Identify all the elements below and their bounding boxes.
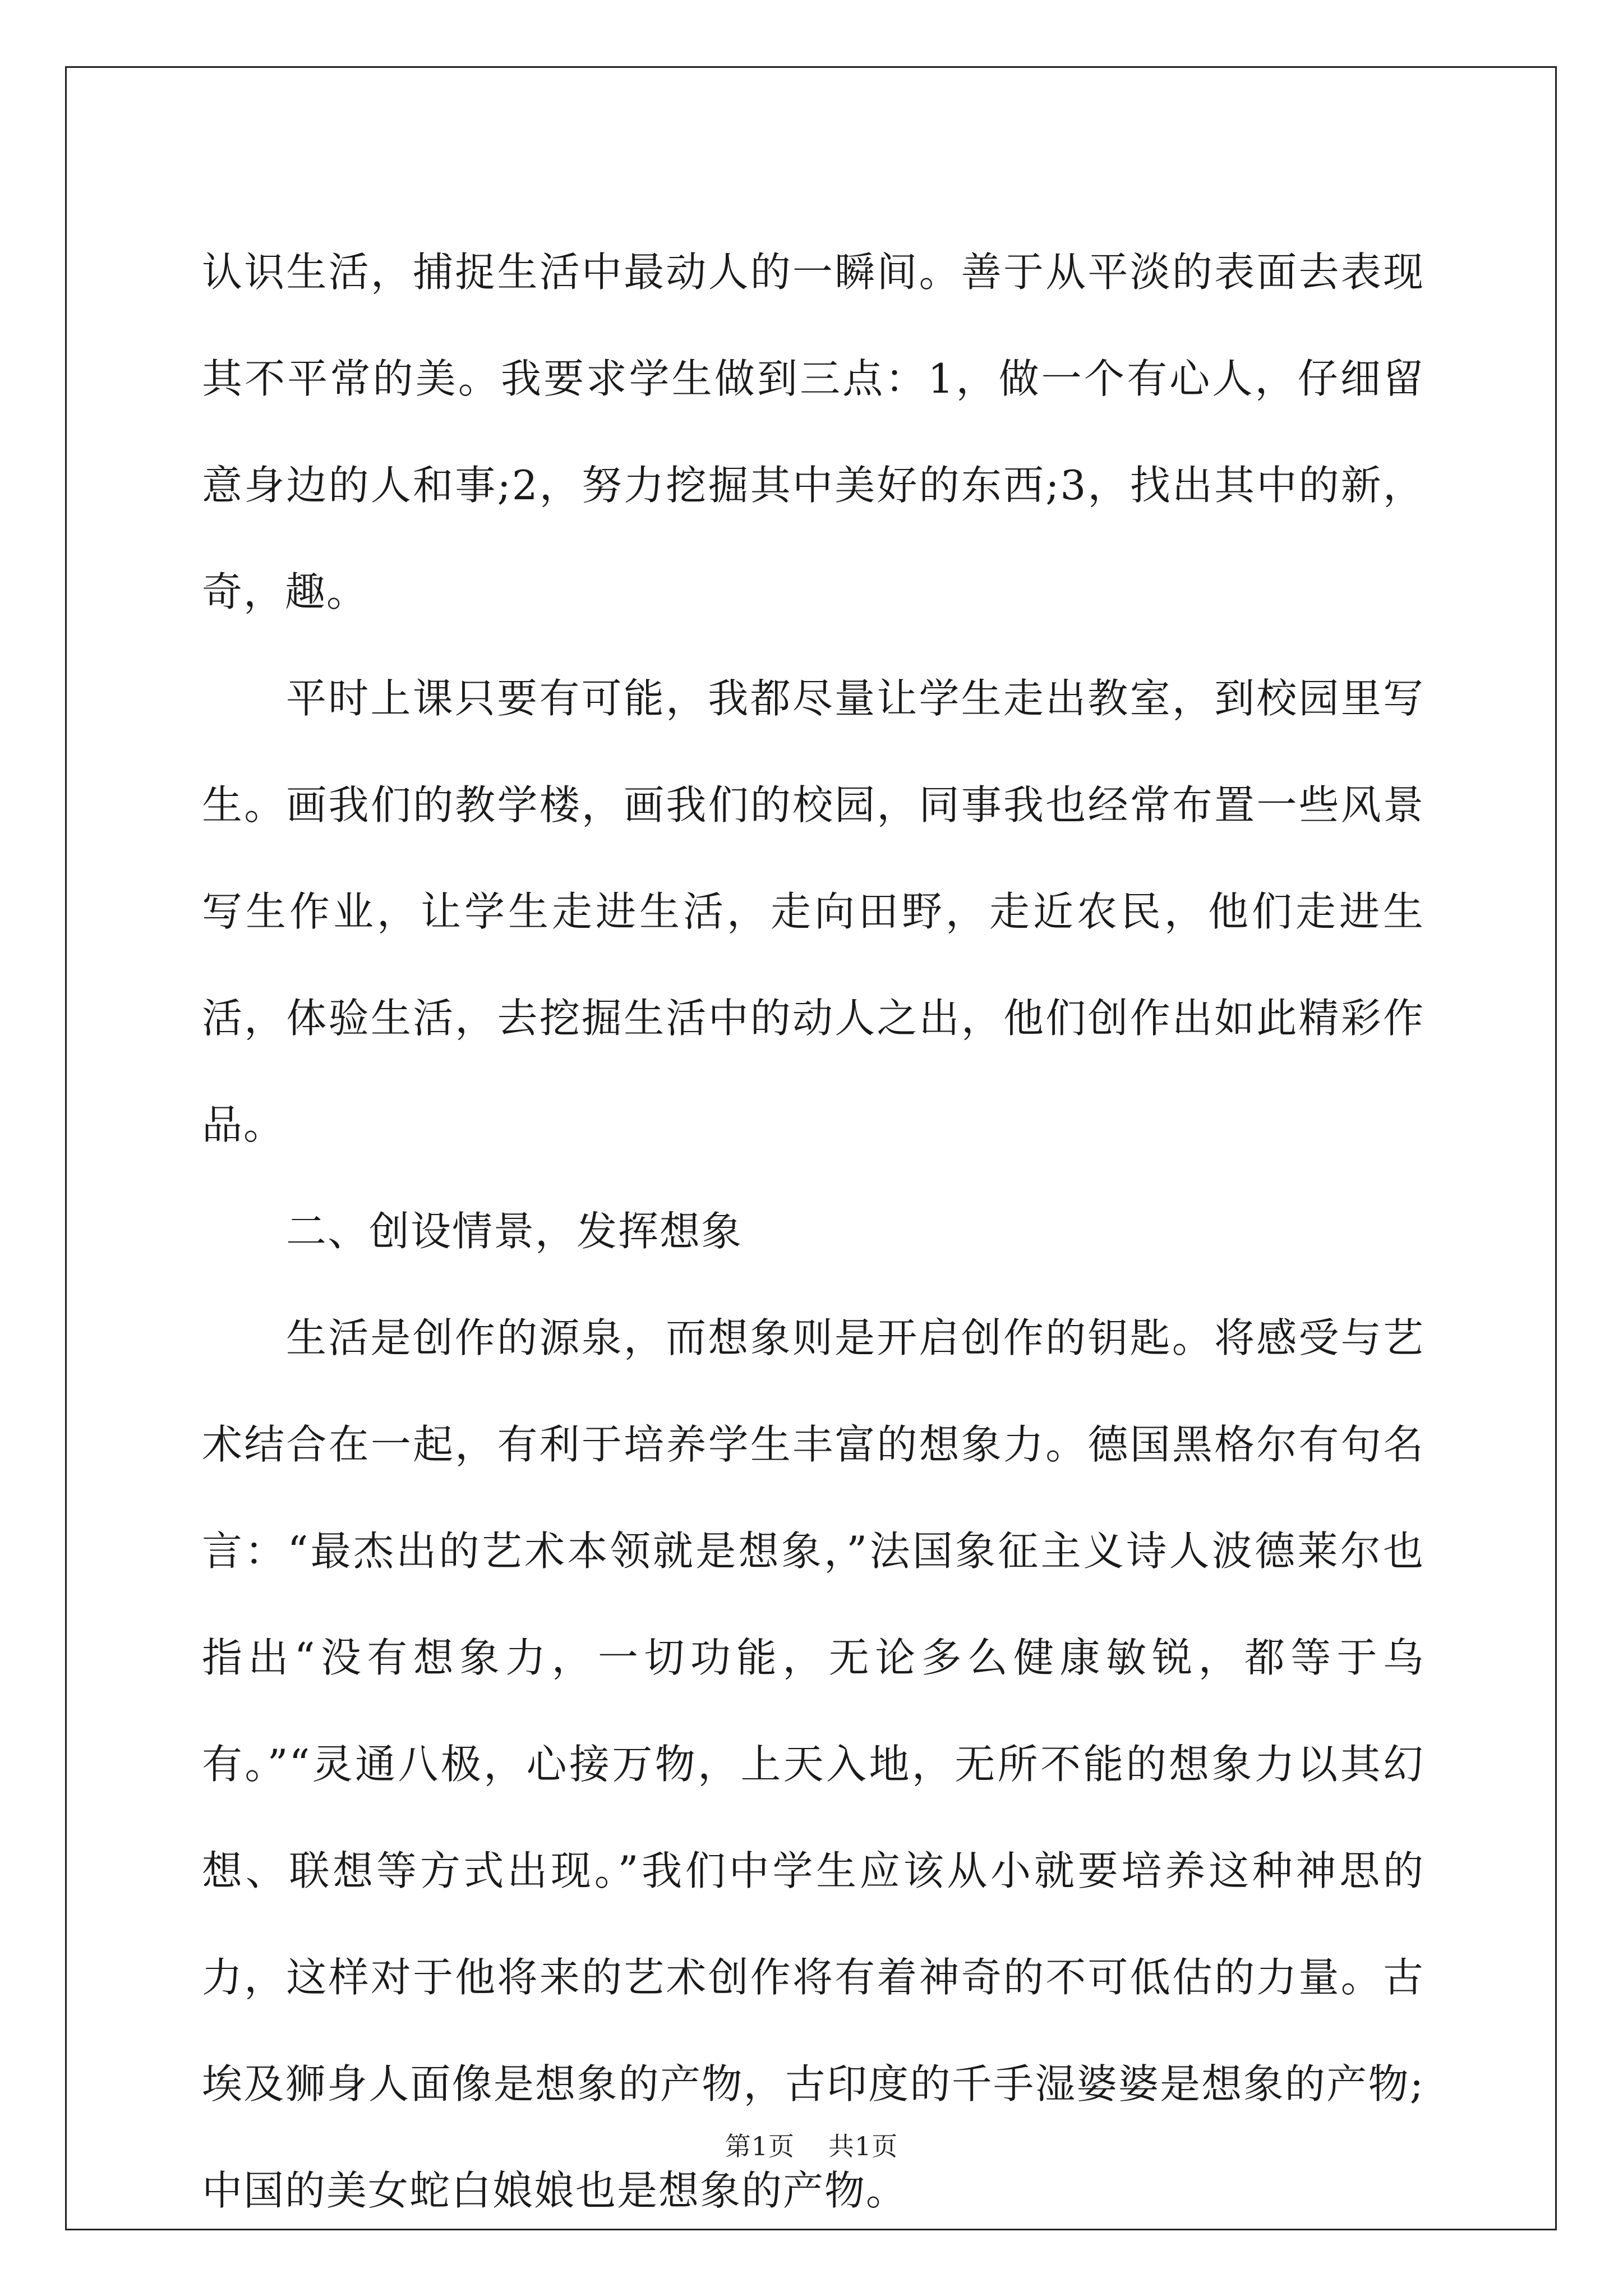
paragraph-2: 平时上课只要有可能，我都尽量让学生走出教室，到校园里写生。画我们的教学楼，画我们的校园，同事我也经常布置一些风景写生作业，让学生走进生活，走向田野，走近农民，他们走进生活，体验生活，去挖掘生活中的动人之出，他们创作出如此精彩作品。 xyxy=(202,675,1424,1148)
page-footer xyxy=(0,2126,1623,2163)
document-body xyxy=(202,219,1424,2244)
paragraph-1: 认识生活，捕捉生活中最动人的一瞬间。善于从平淡的表面去表现其不平常的美。我要求学生做到三点：1，做一个有心人，仔细留意身边的人和事;2，努力挖掘其中美好的东西;3，找出其中的新，奇，趣。 xyxy=(202,249,1424,615)
section-heading: 二、创设情景，发挥想象 xyxy=(286,1208,743,1255)
page-number: 第1页 xyxy=(725,2131,795,2161)
page-total: 共1页 xyxy=(828,2131,898,2161)
paragraph-3: 生活是创作的源泉，而想象则是开启创作的钥匙。将感受与艺术结合在一起，有利于培养学生丰富的想象力。德国黑格尔有句名言：“最杰出的艺术本领就是想象，”法国象征主义诗人波德莱尔也指出“没有想象力，一切功能，无论多么健康敏锐，都等于乌有。”“灵通八极，心接万物，上天入地，无所不能的想象力以其幻想、联想等方式出现。”我们中学生应该从小就要培养这种神思的力，这样对于他将来的艺术创作将有着神奇的不可低估的力量。古埃及狮身人面像是想象的产物，古印度的千手湿婆婆是想象的产物;中国的美女蛇白娘娘也是想象的产物。 xyxy=(202,1314,1424,2214)
